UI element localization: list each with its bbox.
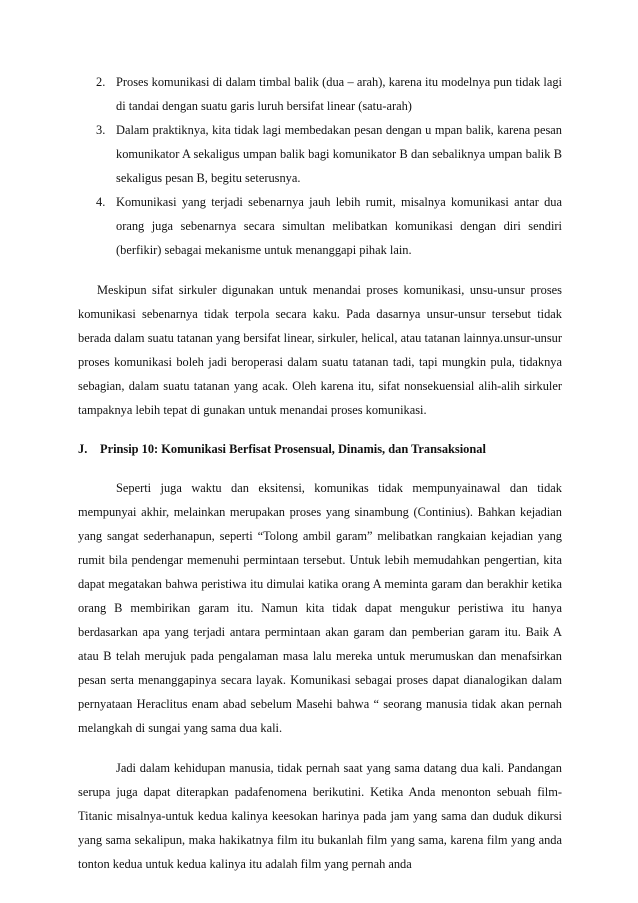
section-heading-letter: J. [78, 442, 88, 456]
list-item-number: 4. [96, 195, 106, 209]
body-paragraph: Jadi dalam kehidupan manusia, tidak pernah saat yang sama datang dua kali. Pandangan serupa juga dapat diterapkan padafenomena berikutini. Ketika Anda menonton sebuah film- Titanic misalnya-untuk kedua kalinya keesokan harinya pada jam yang sama dan duduk dikursi yang sama sekalipun, maka hakikatnya film itu bukanlah film yang sama, karena film yang anda tonton kedua untuk kedua kalinya itu adalah film yang pernah anda [78, 761, 562, 871]
list-item-number: 2. [96, 75, 106, 89]
section-heading-title: Prinsip 10: Komunikasi Berfisat Prosensual, Dinamis, dan Transaksional [100, 442, 486, 456]
list-item [78, 118, 562, 190]
body-paragraph: Meskipun sifat sirkuler digunakan untuk menandai proses komunikasi, unsu-unsur proses komunikasi sebenarnya tidak terpola secara kaku. Pada dasarnya unsur-unsur tersebut tidak berada dalam suatu tatanan yang bersifat linear, sirkuler, helical, atau tatanan lainnya.unsur-unsur proses komunikasi boleh jadi beroperasi dalam suatu tatanan tadi, tapi mungkin pula, tidaknya sebagian, dalam suatu tatanan yang acak. Oleh karena itu, sifat nonsekuensial alih-alih sirkuler tampaknya lebih tepat di gunakan untuk menandai proses komunikasi. [78, 283, 562, 417]
list-item-number: 3. [96, 123, 106, 137]
numbered-list [78, 70, 562, 262]
list-item-text: Proses komunikasi di dalam timbal balik (dua – arah), karena itu modelnya pun tidak lagi di tandai dengan suatu garis luruh bersifat linear (satu-arah) [116, 75, 562, 113]
document-page [78, 70, 562, 876]
list-item-text: Dalam praktiknya, kita tidak lagi membedakan pesan dengan u mpan balik, karena pesan komunikator A sekaligus umpan balik bagi komunikator B dan sebaliknya umpan balik B sekaligus pesan B, begitu seterusnya. [116, 123, 562, 185]
section-heading [78, 437, 562, 461]
list-item-text: Komunikasi yang terjadi sebenarnya jauh lebih rumit, misalnya komunikasi antar dua orang juga sebenarnya secara simultan melibatkan komunikasi dengan diri sendiri (berfikir) sebagai mekanisme untuk menanggapi pihak lain. [116, 195, 562, 257]
body-paragraph: Seperti juga waktu dan eksitensi, komunikas tidak mempunyainawal dan tidak mempunyai akhir, melainkan merupakan proses yang sinambung (Continius). Bahkan kejadian yang sangat sederhanapun, seperti “Tolong ambil garam” melibatkan rangkaian kejadian yang rumit bila pendengar memenuhi permintaan tersebut. Untuk lebih memudahkan pengertian, kita dapat megatakan bahwa peristiwa itu dimulai katika orang A meminta garam dan berakhir ketika orang B membirikan garam itu. Namun kita tidak dapat mengukur peristiwa itu hanya berdasarkan apa yang terjadi antara permintaan akan garam dan pemberian garam itu. Baik A atau B telah merujuk pada pengalaman masa lalu mereka untuk merumuskan dan menafsirkan pesan serta menanggapinya secara layak. Komunikasi sebagai proses dapat dianalogikan dalam pernyataan Heraclitus enam abad sebelum Masehi bahwa “ seorang manusia tidak akan pernah melangkah di sungai yang sama dua kali. [78, 481, 562, 735]
list-item [78, 70, 562, 118]
list-item [78, 190, 562, 262]
